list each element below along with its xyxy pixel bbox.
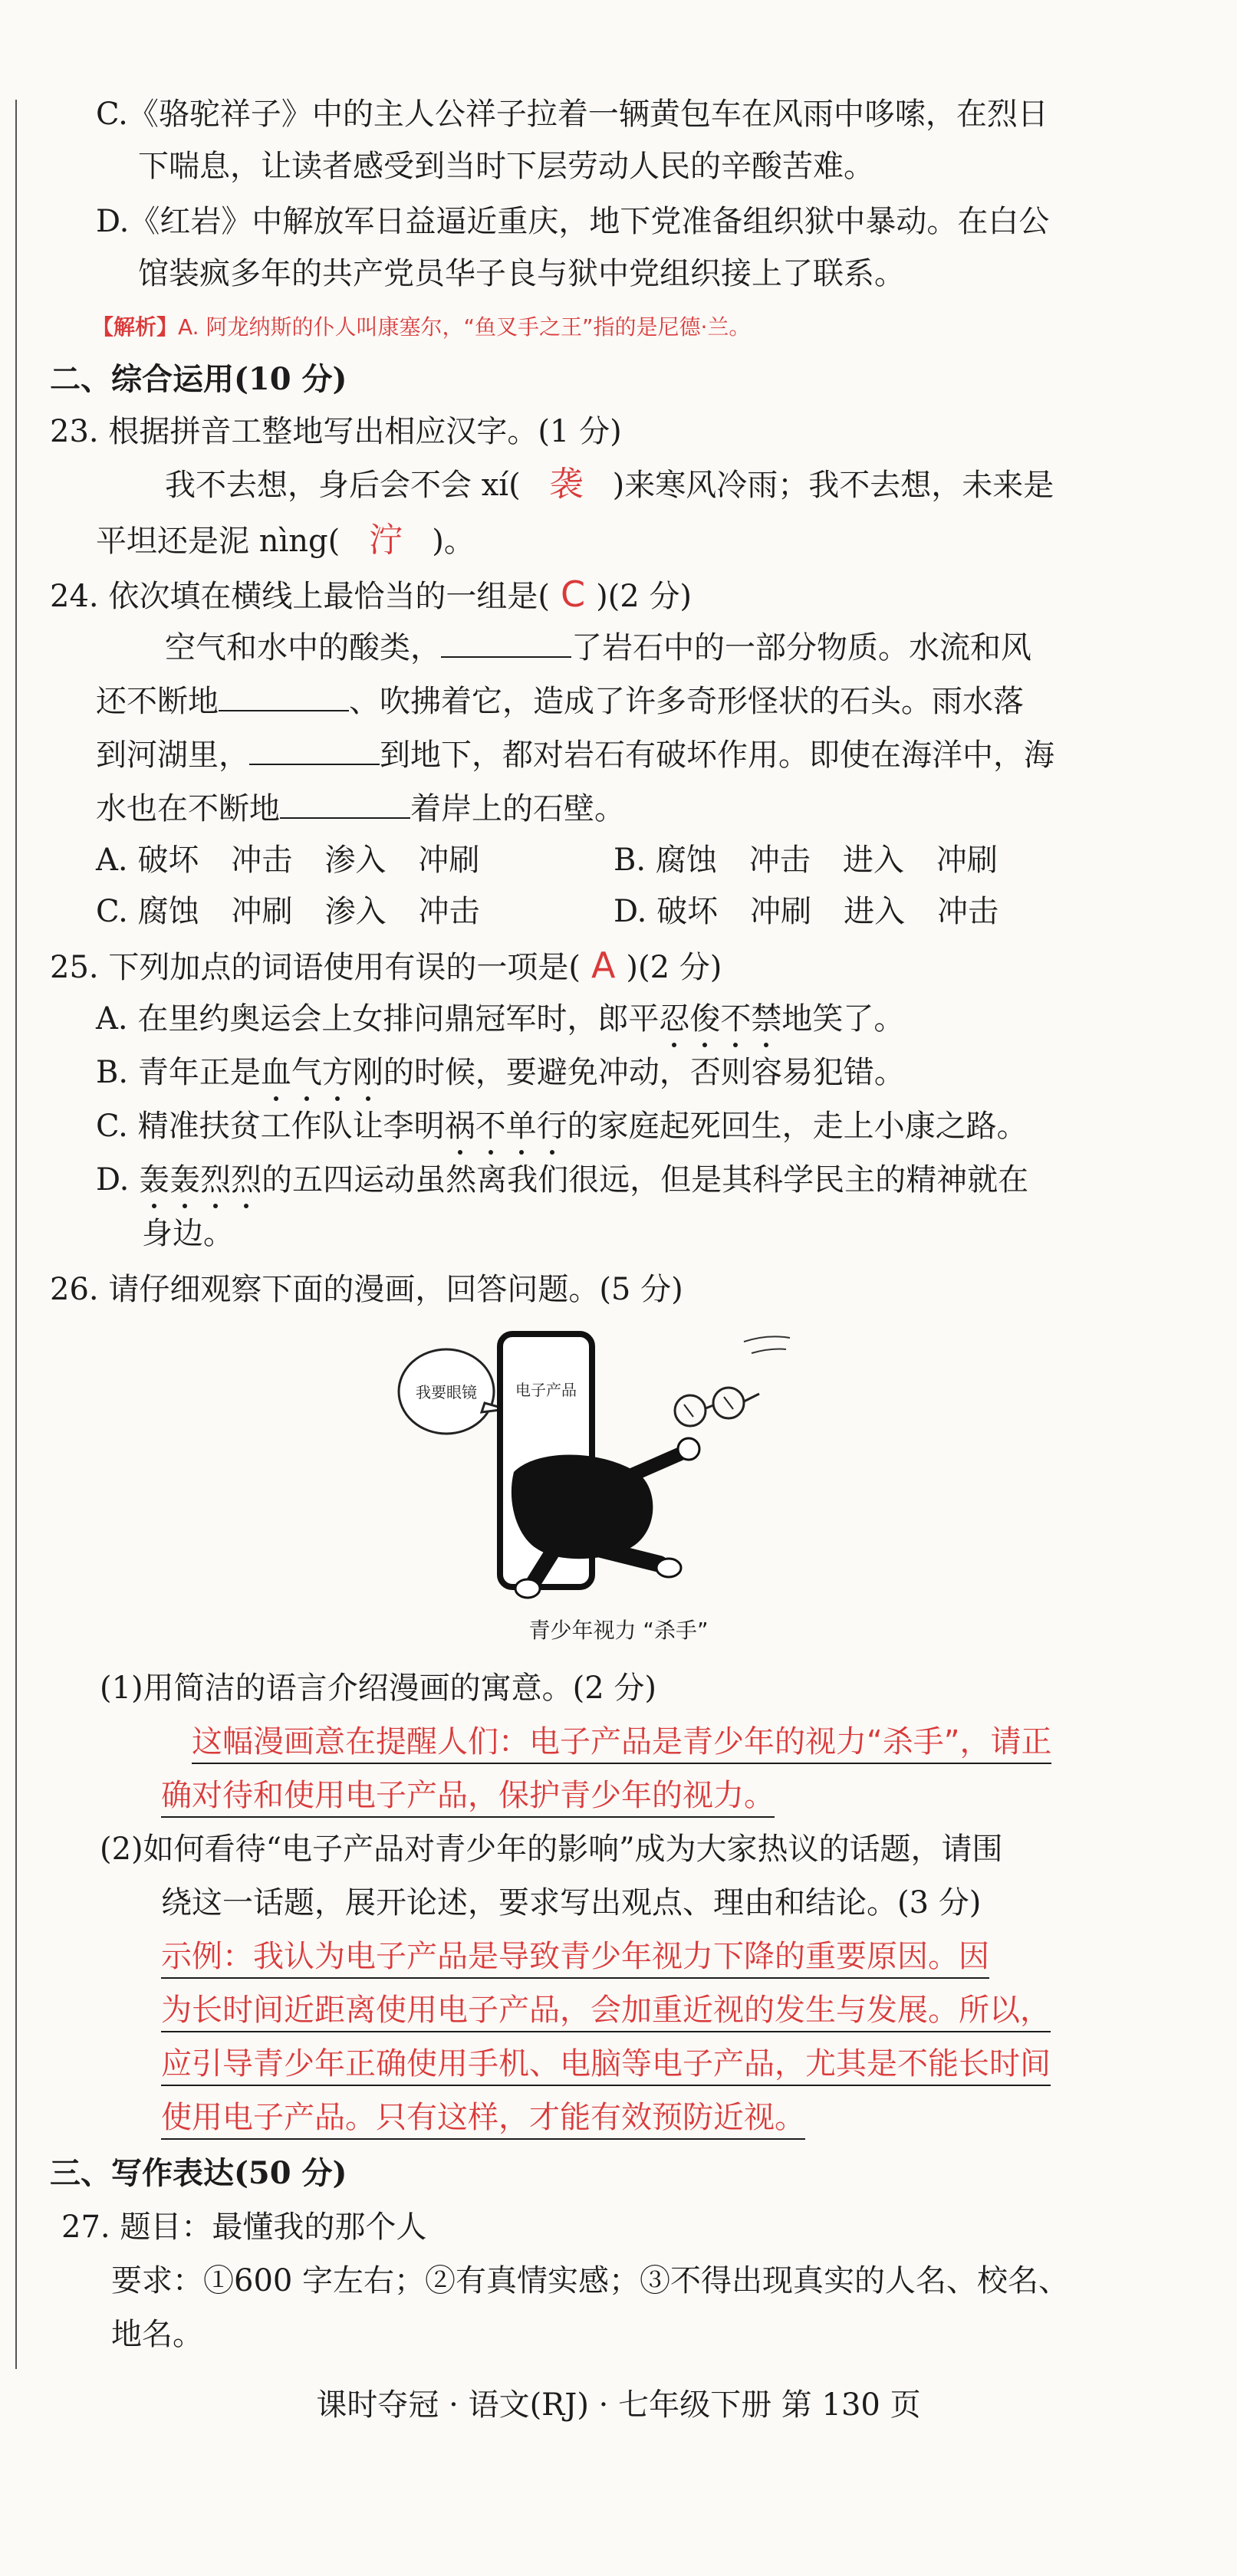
q24-p4b: 着岸上的石壁。 (410, 791, 625, 826)
option-d-line2: 馆装疯多年的共产党员华子良与狱中党组织接上了联系。 (138, 256, 905, 291)
q23-answer-1: 袭 (549, 465, 584, 504)
q25-title (50, 945, 722, 988)
q23-line1 (165, 464, 1054, 506)
dot-char: 禁 (751, 998, 781, 1040)
q24-para-line4 (96, 788, 625, 830)
q26-answer1-line1 (192, 1721, 1051, 1763)
section-2-heading: 二、综合运用(10 分) (50, 361, 347, 397)
q25-d-dotted (139, 1162, 262, 1198)
q25-c-pre: C. 精准扶贫工作队让李明 (96, 1109, 445, 1144)
q24-blank-3 (249, 741, 380, 765)
q26-answer2-line1 (161, 1936, 989, 1977)
analysis-tag: 【解析】 (92, 314, 179, 340)
figure-leg (598, 1549, 660, 1564)
q23-text-d: )。 (432, 524, 475, 559)
dot-char: 不 (475, 1106, 506, 1147)
cartoon-illustration (383, 1319, 859, 1610)
q25-option-d (96, 1159, 1028, 1201)
q25-option-d-line2: 身边。 (142, 1216, 234, 1251)
q26-answer2-line3 (161, 2043, 1051, 2085)
dot-char: 俊 (689, 998, 720, 1040)
q24-a-w4: 冲刷 (418, 843, 480, 878)
q24-c-w3: 渗入 (324, 894, 387, 929)
dot-char: 烈 (231, 1159, 262, 1201)
q24-a-w3: 渗入 (324, 843, 387, 878)
q25-d-pre: D. (96, 1162, 140, 1198)
figure-foot-right (656, 1559, 681, 1577)
q24-p3b: 到地下，都对岩石有破坏作用。即使在海洋中，海 (380, 738, 1054, 773)
q24-b-w4: 冲刷 (936, 843, 998, 878)
q25-b-post: 的时候，要避免冲动，否则容易犯错。 (383, 1055, 905, 1090)
q27-title: 27. 题目：最懂我的那个人 (61, 2210, 427, 2245)
q25-option-b (96, 1052, 905, 1093)
option-d-line1: D.《红岩》中解放军日益逼近重庆，地下党准备组织狱中暴动。在白公 (96, 204, 1050, 239)
q25-title-a: 25. 下列加点的词语使用有误的一项是( (50, 950, 581, 985)
q25-option-c (96, 1106, 1028, 1147)
q27-requirements: 要求：①600 字左右；②有真情实感；③不得出现真实的人名、校名、 (111, 2263, 1070, 2298)
q25-b-dotted (261, 1055, 383, 1090)
q23-answer-2: 泞 (369, 521, 403, 560)
analysis-text: A. 阿龙纳斯的仆人叫康塞尔，“鱼叉手之王”指的是尼德·兰。 (178, 314, 751, 340)
q26-answer1-text2: 确对待和使用电子产品，保护青少年的视力。 (161, 1778, 775, 1818)
q23-title: 23. 根据拼音工整地写出相应汉字。(1 分) (50, 414, 622, 449)
q25-a-dotted (659, 1001, 781, 1037)
cartoon-caption: 青少年视力 “杀手” (528, 1618, 709, 1643)
q24-p1b: 了岩石中的一部分物质。水流和风 (571, 630, 1031, 665)
figure-hand (678, 1438, 699, 1460)
q24-blank-1 (441, 633, 571, 658)
q26-sub1: (1)用简洁的语言介绍漫画的寓意。(2 分) (100, 1671, 657, 1706)
q24-option-d (614, 891, 1031, 932)
q25-d-post: 的五四运动虽然离我们很远，但是其科学民主的精神就在 (262, 1162, 1029, 1198)
q24-a-w1: A. 破坏 (96, 843, 199, 878)
figure-foot-left (515, 1579, 540, 1598)
q24-para-line1 (165, 627, 1031, 669)
q24-d-w1: D. 破坏 (614, 894, 719, 929)
q24-p1a: 空气和水中的酸类， (165, 630, 441, 665)
q24-p2a: 还不断地 (96, 684, 219, 719)
figure-arm (621, 1453, 683, 1480)
q26-answer2-text2: 为长时间近距离使用电子产品，会加重近视的发生与发展。所以， (161, 1993, 1051, 2032)
q25-a-post: 地笑了。 (781, 1001, 905, 1037)
q24-blank-4 (280, 794, 410, 819)
q24-option-c (96, 891, 512, 932)
q25-option-a (96, 998, 904, 1040)
q25-answer: A (591, 945, 616, 986)
dot-char: 单 (506, 1106, 537, 1147)
dot-char: 方 (322, 1052, 353, 1093)
q26-answer2-line2 (161, 1990, 1051, 2031)
dot-char: 祸 (445, 1106, 475, 1147)
phone-label: 电子产品 (515, 1381, 577, 1399)
q23-text-c: 平坦还是泥 nìng( (96, 524, 341, 559)
q24-para-line2 (96, 681, 1024, 722)
q24-b-w2: 冲击 (748, 843, 811, 878)
q24-option-b (614, 840, 1030, 881)
page-left-border (15, 100, 17, 2369)
q26-answer2-line4 (161, 2097, 805, 2138)
q24-title-a: 24. 依次填在横线上最恰当的一组是( (50, 579, 550, 614)
section-3-heading: 三、写作表达(50 分) (50, 2155, 347, 2191)
q24-p3a: 到河湖里， (96, 738, 249, 773)
page-footer: 课时夺冠 · 语文(RJ) · 七年级下册 第 130 页 (316, 2387, 921, 2423)
dot-char: 忍 (659, 998, 689, 1040)
q26-answer1-line2 (161, 1775, 775, 1816)
q25-c-dotted (445, 1109, 568, 1144)
q24-a-w2: 冲击 (231, 843, 293, 878)
q26-answer2-text4: 使用电子产品。只有这样，才能有效预防近视。 (161, 2100, 805, 2140)
dot-char: 行 (537, 1106, 568, 1147)
dot-char: 不 (720, 998, 751, 1040)
q24-answer: C (560, 573, 586, 615)
dot-char: 轰 (169, 1159, 200, 1201)
q24-c-w4: 冲击 (418, 894, 480, 929)
q24-title (50, 573, 692, 617)
q24-d-w4: 冲击 (937, 894, 999, 929)
dot-char: 气 (291, 1052, 322, 1093)
dot-char: 血 (261, 1052, 291, 1093)
q26-answer2-text3: 应引导青少年正确使用手机、电脑等电子产品，尤其是不能长时间 (161, 2046, 1051, 2086)
q23-text-b: )来寒风冷雨；我不去想，未来是 (612, 468, 1054, 503)
option-c-line1: C.《骆驼祥子》中的主人公祥子拉着一辆黄包车在风雨中哆嗦，在烈日 (96, 97, 1048, 132)
speech-bubble-text: 我要眼镜 (416, 1383, 477, 1401)
q25-b-pre: B. 青年正是 (96, 1055, 261, 1090)
analysis-note (92, 307, 750, 348)
q27-requirements-line2: 地名。 (111, 2317, 203, 2352)
dot-char: 轰 (139, 1159, 169, 1201)
dot-char: 刚 (353, 1052, 383, 1093)
q23-text-a: 我不去想，身后会不会 xí( (165, 468, 521, 503)
q24-b-w3: 进入 (842, 843, 904, 878)
q24-title-b: )(2 分) (596, 579, 693, 614)
q25-title-b: )(2 分) (626, 950, 722, 985)
q26-answer2-text1: 示例：我认为电子产品是导致青少年视力下降的重要原因。因 (161, 1939, 989, 1979)
q26-title: 26. 请仔细观察下面的漫画，回答问题。(5 分) (50, 1272, 683, 1307)
q25-a-pre: A. 在里约奥运会上女排问鼎冠军时，郎平 (96, 1001, 660, 1037)
q24-p4a: 水也在不断地 (96, 791, 280, 826)
q24-p2b: 、吹拂着它，造成了许多奇形怪状的石头。雨水落 (349, 684, 1024, 719)
q25-c-post: 的家庭起死回生，走上小康之路。 (567, 1109, 1028, 1144)
dot-char: 烈 (200, 1159, 231, 1201)
option-c-line2: 下喘息，让读者感受到当时下层劳动人民的辛酸苦难。 (138, 149, 874, 184)
q23-line2 (96, 520, 475, 562)
q24-blank-2 (219, 687, 349, 711)
q24-d-w3: 进入 (844, 894, 906, 929)
q24-b-w1: B. 腐蚀 (614, 843, 717, 878)
q26-sub2-line2: 绕这一话题，展开论述，要求写出观点、理由和结论。(3 分) (161, 1885, 982, 1921)
q26-answer1-text1: 这幅漫画意在提醒人们：电子产品是青少年的视力“杀手”，请正 (192, 1724, 1051, 1764)
q24-c-w1: C. 腐蚀 (96, 894, 199, 929)
glasses-icon (675, 1388, 759, 1426)
q24-c-w2: 冲刷 (231, 894, 293, 929)
q24-d-w2: 冲刷 (750, 894, 812, 929)
q26-sub2-line1: (2)如何看待“电子产品对青少年的影响”成为大家热议的话题，请围 (100, 1832, 1003, 1867)
q24-option-a (96, 840, 512, 881)
q24-para-line3 (96, 734, 1054, 776)
motion-lines (744, 1336, 790, 1353)
